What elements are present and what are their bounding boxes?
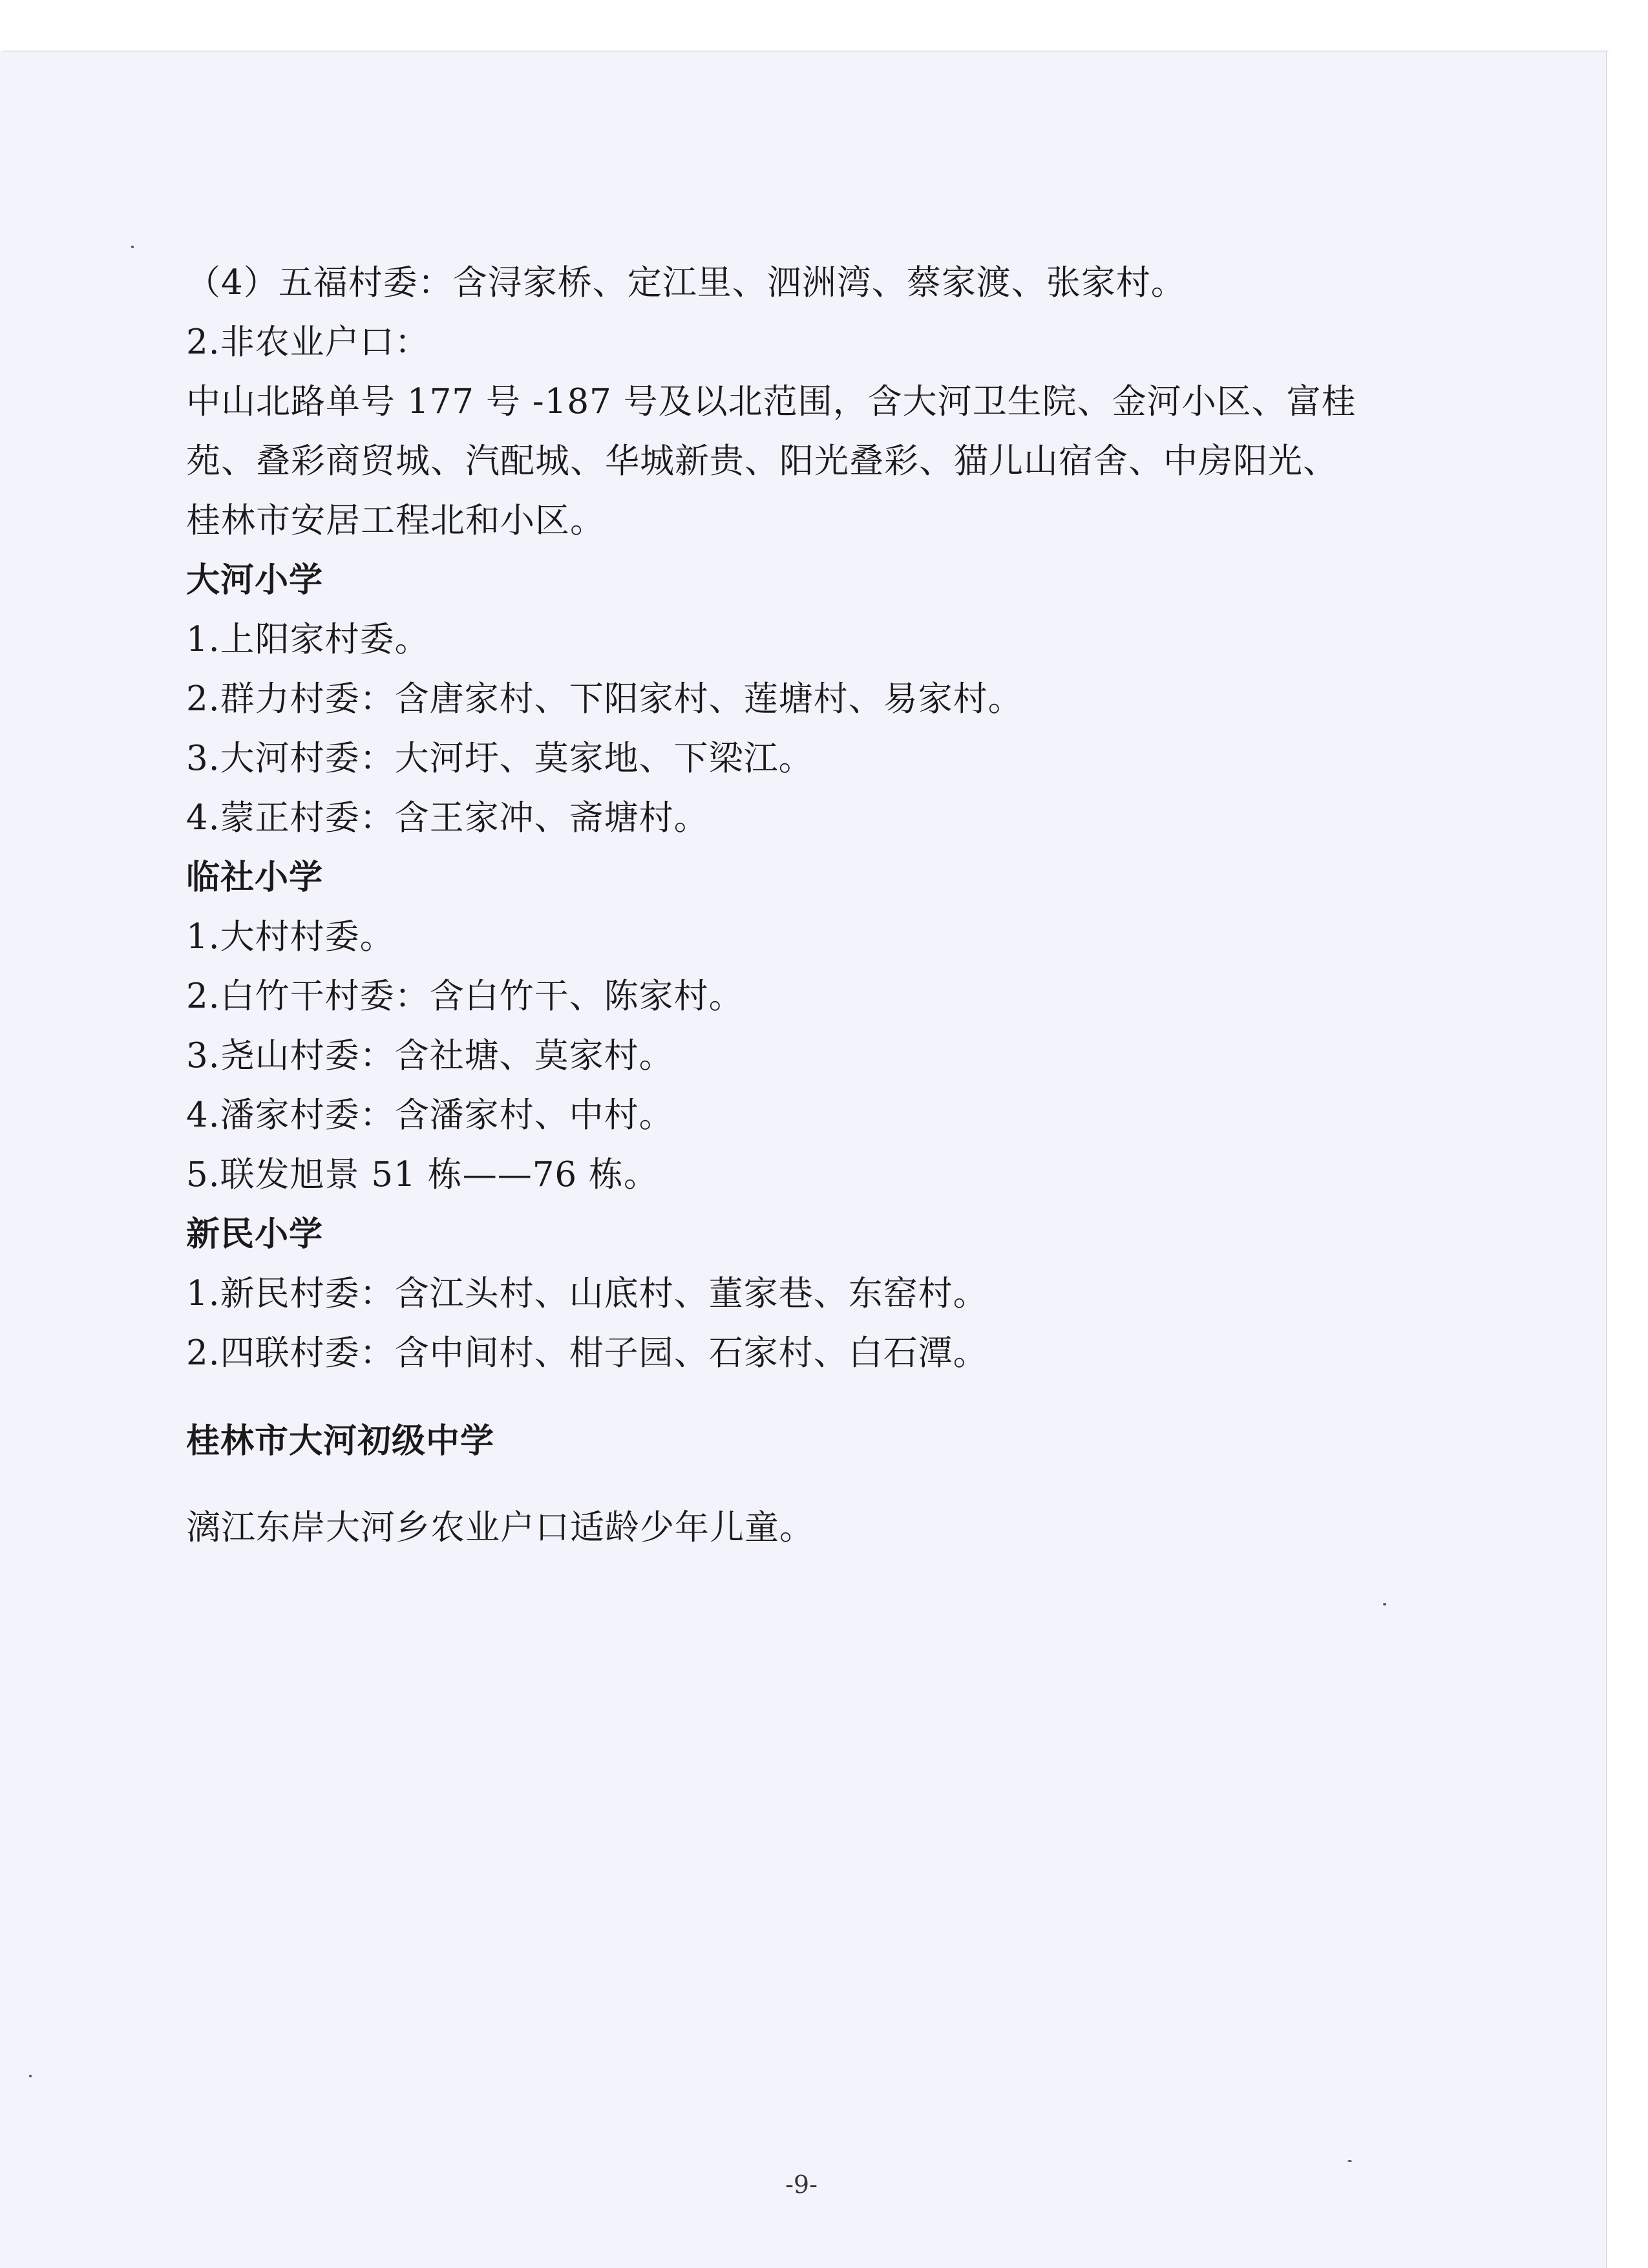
school-title: 桂林市大河初级中学 bbox=[186, 1422, 495, 1461]
text-line: 4.蒙正村委：含王家冲、斋塘村。 bbox=[186, 798, 709, 838]
text-line: 2.非农业户口： bbox=[186, 323, 430, 362]
text-line: 2.群力村委：含唐家村、下阳家村、莲塘村、易家村。 bbox=[186, 679, 1023, 719]
text-line: 3.尧山村委：含社塘、莫家村。 bbox=[186, 1036, 674, 1076]
text-line: 4.潘家村委：含潘家村、中村。 bbox=[186, 1096, 674, 1135]
scan-speck bbox=[29, 2075, 32, 2077]
section-heading: 大河小学 bbox=[186, 561, 324, 600]
text-line: 中山北路单号 177 号 -187 号及以北范围，含大河卫生院、金河小区、富桂 bbox=[186, 382, 1357, 421]
text-line: 1.大村村委。 bbox=[186, 917, 395, 957]
scan-top-margin bbox=[0, 0, 1648, 52]
section-heading: 新民小学 bbox=[186, 1215, 324, 1254]
text-line: 苑、叠彩商贸城、汽配城、华城新贵、阳光叠彩、猫儿山宿舍、中房阳光、 bbox=[186, 441, 1338, 481]
text-line: 1.新民村委：含江头村、山底村、董家巷、东窑村。 bbox=[186, 1274, 988, 1313]
scan-speck bbox=[131, 246, 134, 248]
page-number: -9- bbox=[785, 2170, 818, 2199]
section-heading: 临社小学 bbox=[186, 858, 324, 897]
text-line: 5.联发旭景 51 栋——76 栋。 bbox=[186, 1155, 659, 1194]
scan-right-margin bbox=[1607, 52, 1648, 2268]
school-description: 漓江东岸大河乡农业户口适龄少年儿童。 bbox=[186, 1508, 814, 1547]
text-line: 桂林市安居工程北和小区。 bbox=[186, 501, 605, 540]
text-line: （4）五福村委：含浔家桥、定江里、泗洲湾、蔡家渡、张家村。 bbox=[186, 263, 1186, 302]
text-line: 1.上阳家村委。 bbox=[186, 620, 430, 659]
text-line: 2.四联村委：含中间村、柑子园、石家村、白石潭。 bbox=[186, 1333, 988, 1373]
text-line: 3.大河村委：大河圩、莫家地、下梁江。 bbox=[186, 739, 814, 778]
scan-speck bbox=[1347, 2160, 1352, 2162]
text-line: 2.白竹干村委：含白竹干、陈家村。 bbox=[186, 977, 744, 1016]
document-body bbox=[186, 253, 1453, 1558]
scan-speck bbox=[1383, 1603, 1386, 1606]
